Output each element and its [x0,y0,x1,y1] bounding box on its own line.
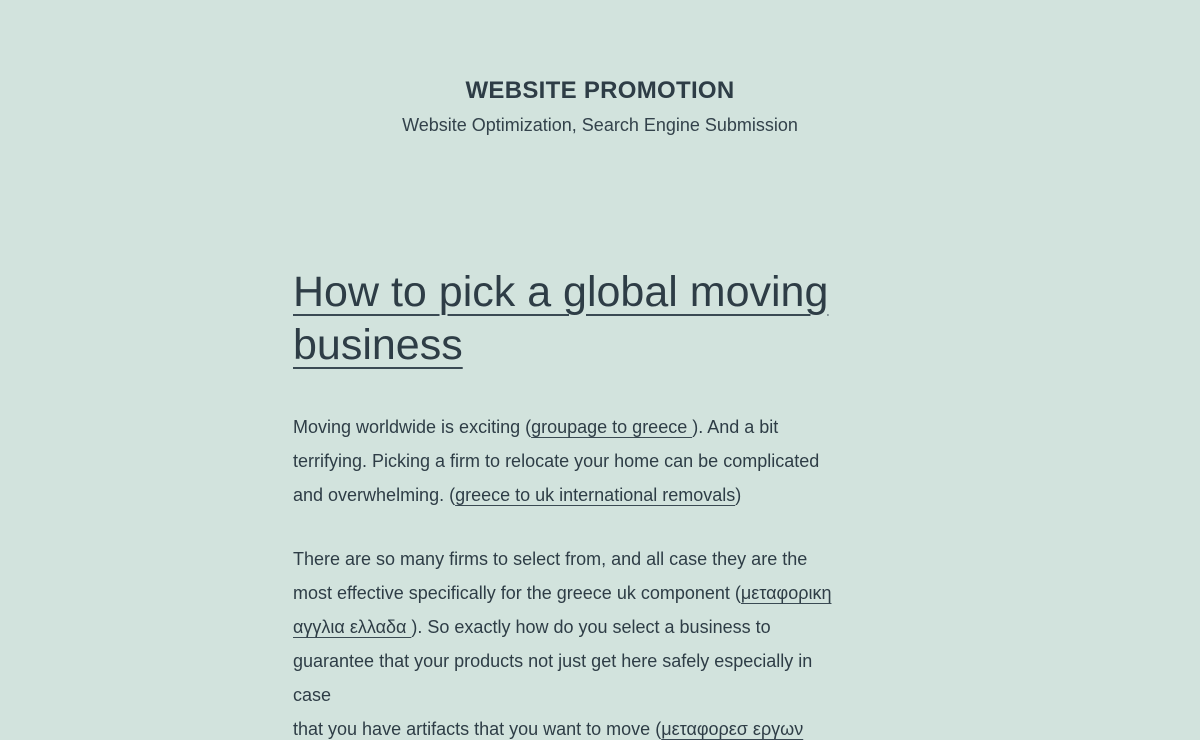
site-header [0,0,1200,138]
text-run: case [293,685,332,705]
inline-link[interactable]: αγγλια ελλαδα [293,617,412,637]
site-title[interactable]: WEBSITE PROMOTION [465,77,735,104]
post-content [293,410,907,740]
text-run: ). And a bit [692,417,779,437]
text-run: and overwhelming. ( [293,485,456,505]
text-run: that you have artifacts that you want to move ( [293,719,662,739]
text-run: guarantee that your products not just get here safely especially in [293,651,813,671]
text-run: ). So exactly how do you select a business to [411,617,771,637]
article [293,266,907,740]
text-run: Moving worldwide is exciting ( [293,417,532,437]
text-run: ) [735,485,742,505]
paragraph [293,542,907,740]
post-title [293,266,907,372]
inline-link[interactable]: μεταφορικη [740,583,832,603]
inline-link[interactable]: greece to uk international removals [455,485,736,505]
text-run: terrifying. Picking a firm to relocate your home can be complicated [293,451,820,471]
inline-link[interactable]: groupage to greece [531,417,693,437]
text-run: most effective specifically for the greece uk component ( [293,583,741,603]
post-title-link[interactable]: How to pick a global moving business [293,268,829,369]
text-run: There are so many firms to select from, and all case they are the [293,549,808,569]
paragraph [293,410,907,512]
site-tagline: Website Optimization, Search Engine Submission [402,115,798,135]
inline-link[interactable]: μεταφορεσ εργων [661,719,804,739]
